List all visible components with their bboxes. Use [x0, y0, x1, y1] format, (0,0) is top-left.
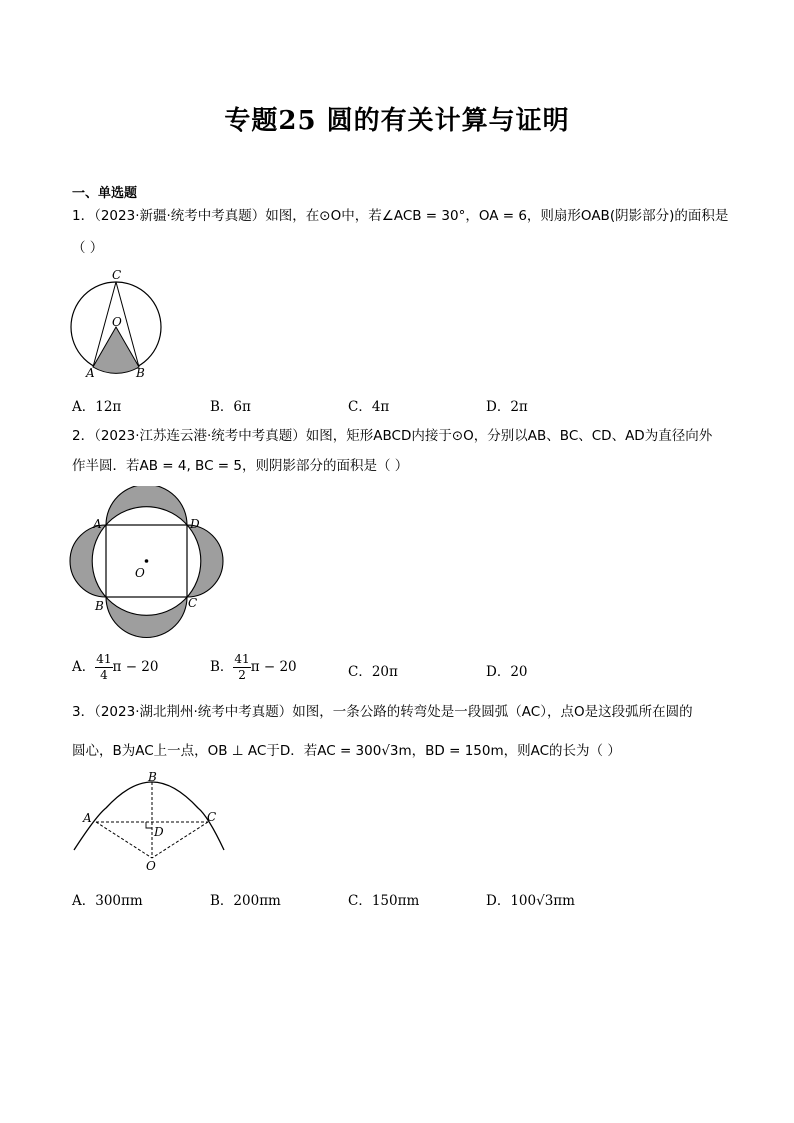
- q3-label-c: C: [207, 810, 217, 824]
- q2-label-b: B: [95, 599, 104, 613]
- q2-label-c: C: [188, 596, 198, 610]
- page-title: 专题25 圆的有关计算与证明: [224, 106, 570, 136]
- q2-option-b-prefix: B．: [210, 659, 234, 675]
- q3-option-a[interactable]: A．300πm: [72, 893, 143, 909]
- q3-option-b[interactable]: B．200πm: [210, 893, 281, 909]
- q2-option-b[interactable]: [210, 652, 297, 683]
- q2-option-a-suffix: π − 20: [112, 659, 159, 675]
- q1-label-a: A: [86, 366, 95, 380]
- q2-option-b-den: 2: [238, 668, 246, 682]
- q3-label-d: D: [154, 825, 164, 839]
- q2-stem-line2: 作半圆．若AB = 4, BC = 5，则阴影部分的面积是（ ）: [72, 458, 409, 474]
- q2-option-a-num: 41: [96, 652, 112, 666]
- q3-option-d[interactable]: D．100√3πm: [486, 893, 575, 909]
- section-heading: 一、单选题: [72, 186, 138, 201]
- q1-option-a[interactable]: A．12π: [72, 399, 122, 415]
- q2-option-a-prefix: A．: [72, 659, 96, 675]
- q2-option-a[interactable]: [72, 652, 158, 683]
- q2-option-b-suffix: π − 20: [250, 659, 297, 675]
- q1-option-d[interactable]: D．2π: [486, 399, 528, 415]
- q1-label-b: B: [136, 366, 145, 380]
- q2-option-a-den: 4: [100, 668, 108, 682]
- q1-option-b[interactable]: B．6π: [210, 399, 251, 415]
- q1-option-c[interactable]: C．4π: [348, 399, 390, 415]
- q3-stem-line2: 圆心，B为AC上一点，OB ⊥ AC于D．若AC = 300√3m，BD = 150m，则AC的长为（ ）: [72, 743, 621, 759]
- q3-label-b: B: [148, 772, 157, 784]
- q1-label-o: O: [112, 315, 122, 329]
- q3-option-c[interactable]: C．150πm: [348, 893, 420, 909]
- q2-option-a-fraction: [95, 652, 112, 683]
- q3-label-o: O: [146, 859, 156, 873]
- q2-option-c[interactable]: C．20π: [348, 664, 398, 680]
- q3-label-a: A: [83, 811, 92, 825]
- q2-figure: [66, 486, 226, 642]
- q2-label-a: A: [93, 517, 102, 531]
- q1-label-c: C: [112, 268, 122, 282]
- q2-option-d[interactable]: D．20: [486, 664, 528, 680]
- q2-option-b-fraction: [233, 652, 250, 683]
- q2-stem-line1: 2．（2023·江苏连云港·统考中考真题）如图，矩形ABCD内接于⊙O，分别以AB、BC、CD、AD为直径向外: [72, 428, 713, 444]
- q3-stem-line1: 3．（2023·湖北荆州·统考中考真题）如图，一条公路的转弯处是一段圆弧（AC），点O是这段弧所在圆的: [72, 704, 693, 720]
- q1-figure: [66, 266, 170, 382]
- q1-stem-line2: （ ）: [72, 240, 104, 256]
- q1-stem-line1: 1．（2023·新疆·统考中考真题）如图，在⊙O中，若∠ACB = 30°，OA = 6，则扇形OAB(阴影部分)的面积是: [72, 208, 729, 224]
- q2-label-d: D: [190, 517, 200, 531]
- q3-figure: [66, 772, 236, 876]
- q2-option-b-num: 41: [234, 652, 250, 666]
- q2-label-o: O: [135, 566, 145, 580]
